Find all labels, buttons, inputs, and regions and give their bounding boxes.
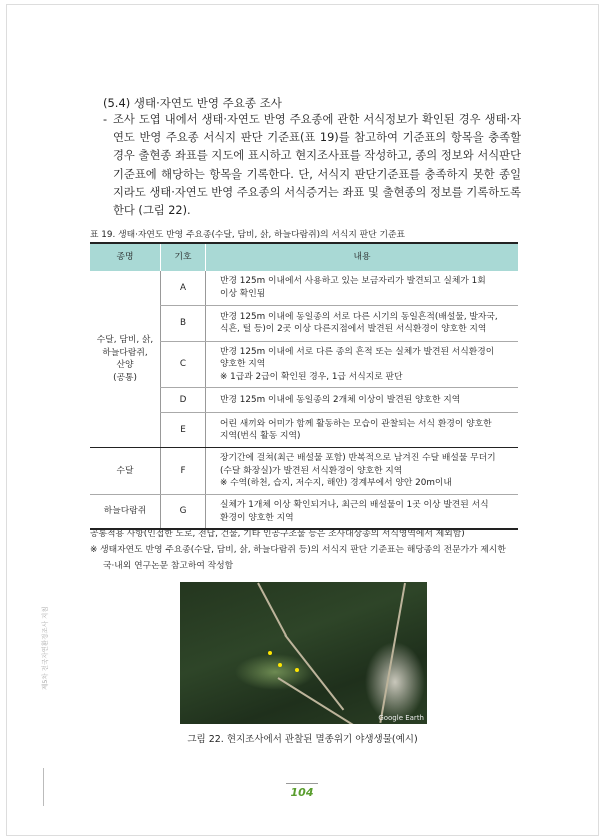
body-paragraph (103, 111, 521, 220)
note-reference-cont: 국·내외 연구논문 참고하여 작성함 (103, 561, 234, 571)
content-line: 어린 새끼와 어미가 함께 활동하는 모습이 관찰되는 서식 환경이 양호한 (220, 418, 492, 429)
paragraph-text: 조사 도엽 내에서 생태·자연도 반영 주요종에 관한 서식정보가 확인된 경우 생태·자연도 반영 주요종 서식지 판단 기준표(표 19)를 참고하여 기준표의 항목을 충족할 경우 출현종 좌표를 지도에 표시하고 현지조사표를 작성하고, 종의 정보와 서식판단 기준표에 해당하는 항목을 기록한다. 단, 서식지 판단기준표를 충족하지 못한 종일지라도 생태·자연도 반영 주요종의 서식증거는 좌표 및 출현종의 정보를 기록하도록 한다 (그림 22). (113, 113, 521, 218)
header-species: 종명 (90, 243, 161, 271)
content-cell (206, 495, 519, 530)
content-line: 반경 125m 이내에 동일종의 2개체 이상이 발견된 양호한 지역 (220, 394, 461, 405)
content-line: (수달 화장실)가 발견된 서식환경이 양호한 지역 (220, 465, 403, 476)
content-line: 양호한 지역 (220, 359, 266, 369)
side-divider (43, 768, 44, 806)
side-running-title: 제5차 전국자연환경조사 지침 (41, 606, 49, 690)
page-number: 104 (286, 783, 318, 799)
content-line: 실체가 1개체 이상 확인되거나, 최근의 배설물이 1곳 이상 발견된 서식 (220, 500, 489, 510)
content-cell (206, 341, 519, 388)
species-line: 수달 (116, 465, 134, 476)
note-common: 공통적용 사항(인접한 도로, 전답, 건물, 기타 인공구조물 등은 조사대상종의 서식영역에서 제외함) (90, 529, 465, 539)
location-pin-icon (295, 668, 299, 672)
code-cell: A (161, 271, 206, 305)
table-row (90, 495, 518, 530)
content-line: 지역(번식 활동 지역) (220, 431, 301, 441)
table-row (90, 271, 518, 305)
species-line: 하늘다람쥐 (103, 506, 147, 517)
content-line: 환경이 양호한 지역 (220, 512, 294, 523)
satellite-photo (180, 582, 427, 724)
criteria-table (90, 242, 518, 530)
table-row (90, 448, 518, 495)
content-line: 장기간에 걸쳐(최근 배설물 포함) 반복적으로 남겨진 수달 배설물 무더기 (220, 453, 496, 464)
section-heading: (5.4) 생태·자연도 반영 주요종 조사 (103, 96, 282, 110)
header-code: 기호 (161, 243, 206, 271)
content-cell (206, 413, 519, 448)
code-cell: B (161, 305, 206, 341)
table-header-row (90, 243, 518, 271)
code-cell: D (161, 388, 206, 413)
species-line: 산양 (116, 360, 134, 370)
content-line: ※ 수역(하천, 습지, 저수지, 해안) 경계부에서 양안 20m이내 (220, 478, 452, 489)
content-cell (206, 448, 519, 495)
google-earth-watermark: Google Earth (378, 714, 424, 722)
note-reference: ※ 생태자연도 반영 주요종(수달, 담비, 삵, 하늘다람쥐 등)의 서식지 판단 기준표는 해당종의 전문가가 제시한 (90, 545, 506, 555)
content-line: 이상 확인됨 (220, 288, 266, 299)
content-line: 반경 125m 이내에서 사용하고 있는 보금자리가 발견되고 실체가 1회 (220, 276, 486, 287)
content-line: 반경 125m 이내에 동일종의 서로 다른 시기의 동일흔적(배설물, 발자국, (220, 311, 498, 322)
code-cell: G (161, 495, 206, 530)
content-cell (206, 271, 519, 305)
bullet-dash: - (103, 113, 108, 126)
species-line: (공통) (113, 372, 137, 383)
species-line: 수달, 담비, 삵, (96, 335, 154, 345)
content-cell (206, 305, 519, 341)
species-cell (90, 495, 161, 530)
location-pin-icon (278, 663, 282, 667)
table-caption: 표 19. 생태·자연도 반영 주요종(수달, 담비, 삵, 하늘다람쥐)의 서식지 판단 기준표 (90, 230, 405, 240)
content-cell (206, 388, 519, 413)
figure-caption: 그림 22. 현지조사에서 관찰된 멸종위기 야생생물(예시) (187, 734, 418, 745)
content-line: ※ 1급과 2급이 확인된 경우, 1급 서식지로 판단 (220, 371, 403, 382)
table-notes (90, 526, 506, 574)
content-line: 식흔, 털 등)이 2곳 이상 다른지점에서 발견된 서식환경이 양호한 지역 (220, 324, 487, 334)
code-cell: C (161, 341, 206, 388)
header-content: 내용 (206, 243, 519, 271)
code-cell: E (161, 413, 206, 448)
code-cell: F (161, 448, 206, 495)
location-pin-icon (268, 651, 272, 655)
content-line: 반경 125m 이내에 서로 다른 종의 흔적 또는 실체가 발견된 서식환경이 (220, 346, 495, 357)
species-cell (90, 271, 161, 448)
species-line: 하늘다람쥐, (102, 347, 148, 358)
species-cell (90, 448, 161, 495)
